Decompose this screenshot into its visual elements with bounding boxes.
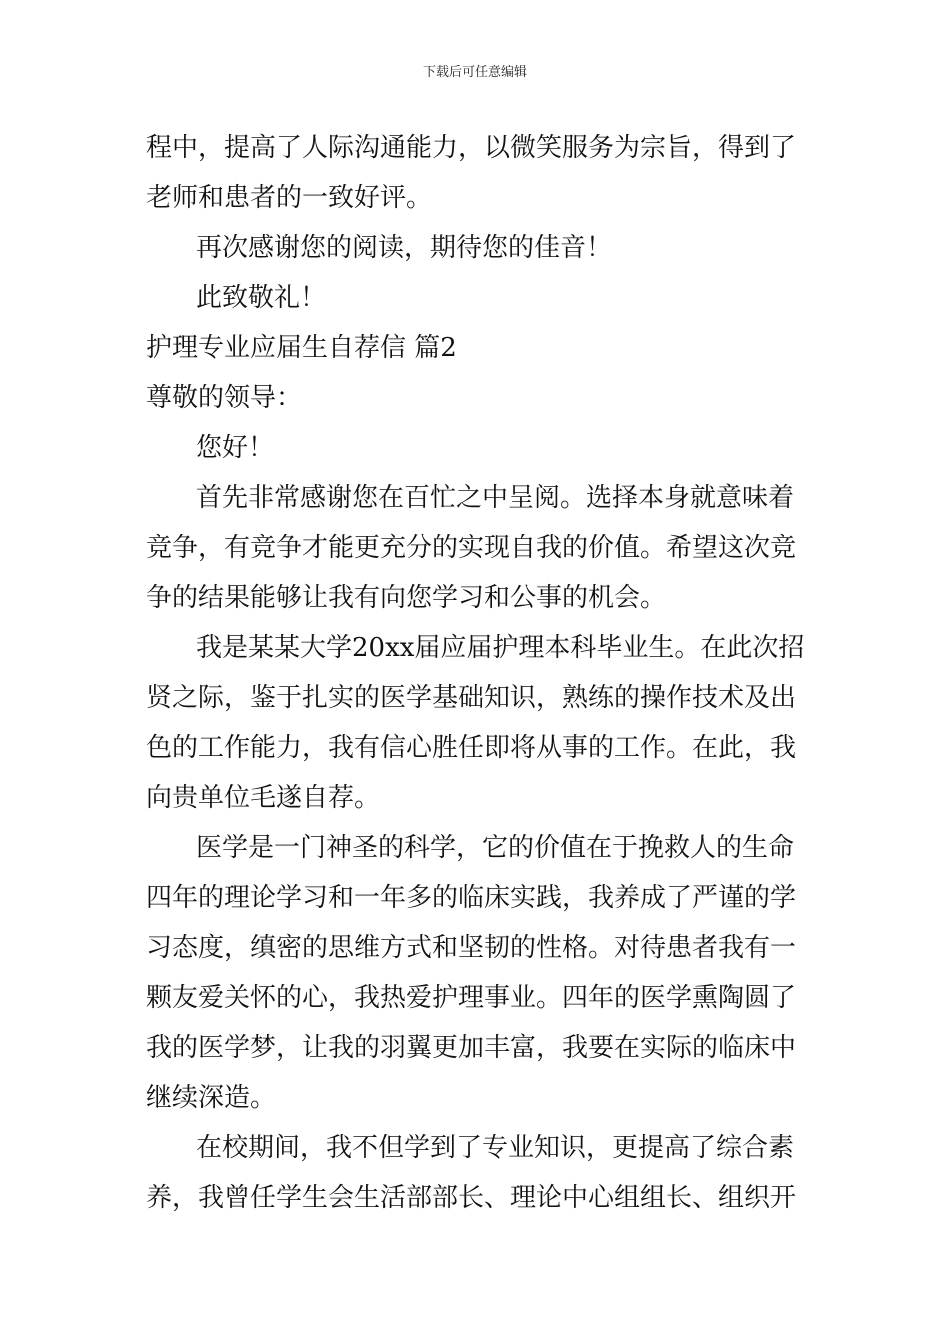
section-title: 护理专业应届生自荐信 篇2 xyxy=(146,333,457,363)
text-line: 竞争，有竞争才能更充分的实现自我的价值。希望这次竞 xyxy=(146,533,797,563)
text-line: 程中，提高了人际沟通能力，以微笑服务为宗旨，得到了 xyxy=(146,133,797,163)
text-line: 养，我曾任学生会生活部部长、理论中心组组长、组织开 xyxy=(146,1183,797,1213)
text-line: 首先非常感谢您在百忙之中呈阅。选择本身就意味着 xyxy=(196,483,795,513)
text-line: 四年的理论学习和一年多的临床实践，我养成了严谨的学 xyxy=(146,883,797,913)
text-line: 我的医学梦，让我的羽翼更加丰富，我要在实际的临床中 xyxy=(146,1033,797,1063)
greeting: 您好！ xyxy=(196,433,275,463)
text-line: 医学是一门神圣的科学，它的价值在于挽救人的生命 xyxy=(196,833,795,863)
text-line: 在校期间，我不但学到了专业知识，更提高了综合素 xyxy=(196,1133,795,1163)
text-line: 贤之际，鉴于扎实的医学基础知识，熟练的操作技术及出 xyxy=(146,683,797,713)
text-line: 我是某某大学20xx届应届护理本科毕业生。在此次招 xyxy=(196,633,805,663)
text-line: 色的工作能力，我有信心胜任即将从事的工作。在此，我 xyxy=(146,733,797,763)
text-line: 颗友爱关怀的心，我热爱护理事业。四年的医学熏陶圆了 xyxy=(146,983,797,1013)
text-line: 老师和患者的一致好评。 xyxy=(146,183,433,213)
text-line: 争的结果能够让我有向您学习和公事的机会。 xyxy=(146,583,667,613)
text-line: 继续深造。 xyxy=(146,1083,277,1113)
text-line: 再次感谢您的阅读，期待您的佳音！ xyxy=(196,233,613,263)
greeting-addressee: 尊敬的领导： xyxy=(146,383,303,413)
page-header-note: 下载后可任意编辑 xyxy=(422,65,527,80)
closing-salutation: 此致敬礼！ xyxy=(196,283,327,313)
text-line: 习态度，缜密的思维方式和坚韧的性格。对待患者我有一 xyxy=(146,933,797,963)
text-line: 向贵单位毛遂自荐。 xyxy=(146,783,381,813)
